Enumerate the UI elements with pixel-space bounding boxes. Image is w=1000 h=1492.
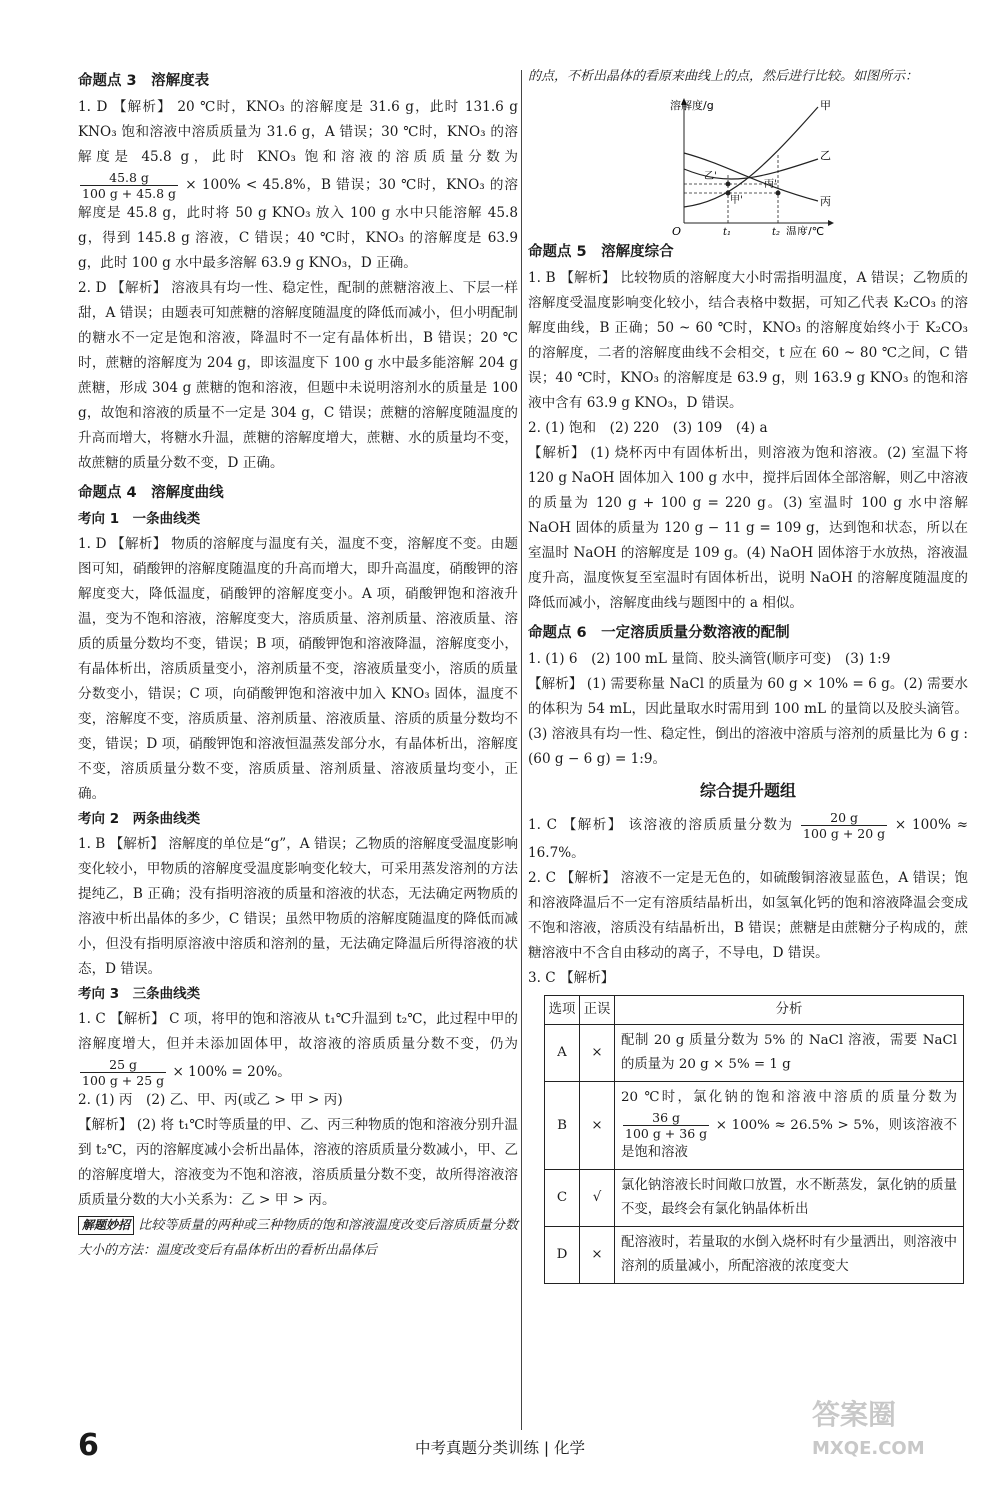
point-yi <box>726 182 731 187</box>
answer-text: 1. C 【解析】 该溶液的溶质质量分数为 <box>528 817 794 833</box>
explanation-paragraph: 【解析】 (2) 将 t₁℃时等质量的甲、乙、丙三种物质的饱和溶液分别升温到 t₂℃，丙的溶解度减小会析出晶体，溶液的溶质质量分数减小，甲、乙的溶解度增大，溶液变为不饱和溶液，溶质质量分数不变，故所得溶液溶质质量分数的大小关系为：乙 > 甲 > 丙。 <box>78 1117 518 1208</box>
analysis-cell: 配溶液时，若量取的水倒入烧杯时有少量洒出，则溶液中溶剂的质量减小，所配溶液的浓度变大 <box>615 1227 964 1284</box>
tip-text: 比较等质量的两种或三种物质的饱和溶液温度改变后溶质质量分数大小的方法：温度改变后有晶体析出的看析出晶体后 <box>78 1218 518 1258</box>
answer-paragraph <box>78 1007 518 1088</box>
origin-label: O <box>672 225 682 235</box>
section-heading: 命题点 5 溶解度综合 <box>528 244 674 260</box>
book-title: 中考真题分类训练 | 化学 <box>414 1439 586 1457</box>
answer-text: × 100% ≈ 16.7%。 <box>528 817 968 861</box>
table-header: 分析 <box>615 996 964 1025</box>
curve-label-jia: 甲 <box>820 99 831 112</box>
fraction-numerator: 45.8 g <box>80 170 178 186</box>
fraction-denominator: 100 g + 36 g <box>625 1126 708 1141</box>
x-axis-arrow <box>828 220 834 226</box>
point-label-jia-prime: 甲' <box>730 195 743 206</box>
answer-paragraph: 1. B 【解析】 比较物质的溶解度大小时需指明温度，A 错误；乙物质的溶解度受温度影响变化较小，结合表格中数据，可知乙代表 K₂CO₃ 的溶解度曲线，B 正确；50 ~ 60 ℃时，KNO₃ 的溶解度始终小于 K₂CO₃ 的溶解度，二者的溶解度曲线不会相交，t 应在 60 ~ 80 ℃之间，C 错误；40 ℃时，KNO₃ 的溶解度是 63.9 g，则 163.9 g KNO₃ 的饱和溶液中含有 63.9 g KNO₃，D 错误。 <box>528 270 968 411</box>
t1-label: t₁ <box>723 227 732 235</box>
table-row <box>545 1227 964 1284</box>
mark-cell: √ <box>580 1170 615 1227</box>
watermark-url: MXQE.COM <box>812 1438 925 1459</box>
explanation-paragraph: 【解析】 (1) 烧杯丙中有固体析出，则溶液为饱和溶液。(2) 室温下将 120 g NaOH 固体加入 100 g 水中，搅拌后固体全部溶解，则乙中溶液的质量为 120 g + 100 g = 220 g。(3) 室温时 100 g 水中溶解 NaOH 固体的质量为 120 g − 11 g = 109 g，达到饱和状态，所以在室温时 NaOH 的溶解度是 109 g。(4) NaOH 固体溶于水放热，溶液温度升高，温度恢复至室温时有固体析出，说明 NaOH 的溶解度随温度的降低而减小，溶解度曲线与题图中的 a 相似。 <box>528 445 968 611</box>
section-heading: 命题点 4 溶解度曲线 <box>78 485 224 501</box>
answer-paragraph: 2. (1) 丙 (2) 乙、甲、丙(或乙 > 甲 > 丙) <box>78 1092 343 1108</box>
option-cell: C <box>545 1170 580 1227</box>
table-header-row <box>545 996 964 1025</box>
answer-paragraph: 1. B 【解析】 溶解度的单位是“g”，A 错误；乙物质的溶解度受温度影响变化较小，甲物质的溶解度受温度影响变化较大，可采用蒸发溶剂的方法提纯乙，B 正确；没有指明溶液的质量和溶液的状态，无法确定两物质的溶液中析出晶体的多少，C 错误；虽然甲物质的溶解度随温度的降低而减小，但没有指明原溶液中溶质和溶剂的量，无法确定降温后所得溶液的状态，D 错误。 <box>78 836 518 977</box>
column-divider <box>521 70 522 1430</box>
analysis-cell: 配制 20 g 质量分数为 5% 的 NaCl 溶液，需要 NaCl 的质量为 20 g × 5% = 1 g <box>615 1025 964 1082</box>
point-bing <box>776 191 781 196</box>
subsection-heading: 考向 2 两条曲线类 <box>78 811 201 827</box>
page-number: 6 <box>78 1428 99 1463</box>
answer-text: 1. D 【解析】 20 ℃时，KNO₃ 的溶解度是 31.6 g，此时 131.6 g KNO₃ 饱和溶液中溶质质量为 31.6 g，A 错误；30 ℃时，KNO₃ 的溶解度是 45.8 g，此时 KNO₃ 饱和溶液的溶质质量分数为 <box>78 99 518 165</box>
watermark-text: 答案圈 <box>812 1398 897 1431</box>
answer-paragraph: 2. C 【解析】 溶液不一定是无色的，如硫酸铜溶液显蓝色，A 错误；饱和溶液降温后不一定有溶质结晶析出，如氢氧化钙的饱和溶液降温会变成不饱和溶液，溶质没有结晶析出，B 错误；蔗糖是由蔗糖分子构成的，蔗糖溶液中不含自由移动的离子，不导电，D 错误。 <box>528 870 968 961</box>
right-column <box>528 64 968 1284</box>
left-column <box>78 64 518 1263</box>
x-axis-label: 温度/℃ <box>786 225 825 235</box>
answer-text: × 100% < 45.8%，B 错误；30 ℃时，KNO₃ 的溶解度是 45.8 g，此时将 50 g KNO₃ 放入 100 g 水中只能溶解 45.8 g，得到 145.8 g 溶液，C 错误；40 ℃时，KNO₃ 的溶解度是 63.9 g，此时 100 g 水中最多溶解 63.9 g KNO₃，D 正确。 <box>78 177 518 271</box>
option-cell: A <box>545 1025 580 1082</box>
answer-paragraph: 1. (1) 6 (2) 100 mL 量筒、胶头滴管(顺序可变) (3) 1:9 <box>528 651 891 667</box>
curve-jia <box>684 107 818 207</box>
fraction <box>623 1110 709 1141</box>
tip-paragraph <box>78 1213 518 1263</box>
answer-paragraph: 2. (1) 饱和 (2) 220 (3) 109 (4) a <box>528 420 768 436</box>
answer-paragraph <box>528 810 968 866</box>
answer-paragraph: 1. D 【解析】 物质的溶解度与温度有关，温度不变，溶解度不变。由题图可知，硝酸钾的溶解度随温度的升高而增大，即升高温度，硝酸钾的溶解度变大，降低温度，硝酸钾的溶解度变小。A 项，硝酸钾饱和溶液升温，变为不饱和溶液，溶解度变大，溶质质量、溶剂质量、溶液质量、溶质的质量分数均不变，错误；B 项，硝酸钾饱和溶液降温，溶解度变小，有晶体析出，溶质质量变小，溶剂质量不变，溶液质量变小，溶质的质量分数变小，错误；C 项，向硝酸钾饱和溶液中加入 KNO₃ 固体，温度不变，溶解度不变，溶质质量、溶剂质量、溶液质量、溶质的质量分数均不变，错误；D 项，硝酸钾饱和溶液恒温蒸发部分水，有晶体析出，溶解度不变，溶质质量分数不变，溶质质量、溶剂质量、溶液质量均变小，正确。 <box>78 536 518 802</box>
y-axis-label: 溶解度/g <box>670 99 714 112</box>
mark-cell: × <box>580 1227 615 1284</box>
table-row <box>545 1025 964 1082</box>
analysis-text: 20 ℃时，氯化钠的饱和溶液中溶质的质量分数为 <box>621 1090 957 1105</box>
curve-label-yi: 乙 <box>820 149 831 162</box>
curve-label-bing: 丙 <box>820 195 831 208</box>
t2-label: t₂ <box>772 227 781 235</box>
tip-label: 解题妙招 <box>78 1216 134 1235</box>
explanation-paragraph: 【解析】 (1) 需要称量 NaCl 的质量为 60 g × 10% = 6 g。(2) 需要水的体积为 54 mL，因此量取水时需用到 100 mL 的量筒以及胶头滴管。(3) 溶液具有均一性、稳定性，倒出的溶液中溶质与溶剂的质量比为 6 g : (60 g − 6 g) = 1:9。 <box>528 676 968 767</box>
analysis-table <box>544 995 964 1284</box>
answer-paragraph: 3. C 【解析】 <box>528 970 615 986</box>
group-heading: 综合提升题组 <box>699 781 796 800</box>
fraction <box>801 810 887 841</box>
option-cell: B <box>545 1082 580 1170</box>
section-heading: 命题点 3 溶解度表 <box>78 73 210 89</box>
watermark-logo <box>812 1398 925 1466</box>
answer-paragraph <box>78 95 518 276</box>
fraction-denominator: 100 g + 25 g <box>82 1073 165 1088</box>
analysis-cell <box>615 1082 964 1170</box>
fraction-numerator: 36 g <box>623 1110 709 1126</box>
table-header: 正误 <box>580 996 615 1025</box>
section-heading: 命题点 6 一定溶质质量分数溶液的配制 <box>528 625 790 641</box>
analysis-cell: 氯化钠溶液长时间敞口放置，水不断蒸发，氯化钠的质量不变，最终会有氯化钠晶体析出 <box>615 1170 964 1227</box>
answer-text: 1. C 【解析】 C 项，将甲的饱和溶液从 t₁℃升温到 t₂℃，此过程中甲的溶解度增大，但并未添加固体甲，故溶液的溶质质量分数不变，仍为 <box>78 1011 518 1052</box>
fraction-denominator: 100 g + 20 g <box>803 826 886 841</box>
table-row <box>545 1082 964 1170</box>
answer-text: × 100% = 20%。 <box>172 1064 291 1080</box>
option-cell: D <box>545 1227 580 1284</box>
fraction-denominator: 100 g + 45.8 g <box>82 186 177 201</box>
table-row <box>545 1170 964 1227</box>
table-header: 选项 <box>545 996 580 1025</box>
analysis-text: × 100% ≈ 26.5% > 5%，则该溶液不是饱和溶液 <box>621 1118 957 1160</box>
fraction-numerator: 20 g <box>801 810 887 826</box>
point-label-bing-prime: 丙' <box>764 179 777 190</box>
tip-continuation: 的点，不析出晶体的看原来曲线上的点，然后进行比较。如图所示： <box>528 69 919 84</box>
subsection-heading: 考向 3 三条曲线类 <box>78 986 201 1002</box>
answer-paragraph: 2. D 【解析】 溶液具有均一性、稳定性，配制的蔗糖溶液上、下层一样甜，A 错误；由题表可知蔗糖的溶解度随温度的降低而减小，但小明配制的糖水不一定是饱和溶液，降温时不一定有晶体析出，B 错误；20 ℃时，蔗糖的溶解度为 204 g，即该温度下 100 g 水中最多能溶解 204 g 蔗糖，形成 304 g 蔗糖的饱和溶液，但题中未说明溶剂水的质量是 100 g，故饱和溶液的质量不一定是 304 g，C 错误；蔗糖的溶解度随温度的升高而增大，将糖水升温，蔗糖的溶解度增大，蔗糖、水的质量均不变，故蔗糖的质量分数不变，D 正确。 <box>78 280 518 471</box>
subsection-heading: 考向 1 一条曲线类 <box>78 511 201 527</box>
fraction-numerator: 25 g <box>80 1057 166 1073</box>
point-label-yi-prime: 乙' <box>704 171 717 182</box>
solubility-curve-diagram <box>668 95 838 235</box>
mark-cell: × <box>580 1025 615 1082</box>
fraction <box>80 1057 166 1088</box>
fraction <box>80 170 178 201</box>
mark-cell: × <box>580 1082 615 1170</box>
